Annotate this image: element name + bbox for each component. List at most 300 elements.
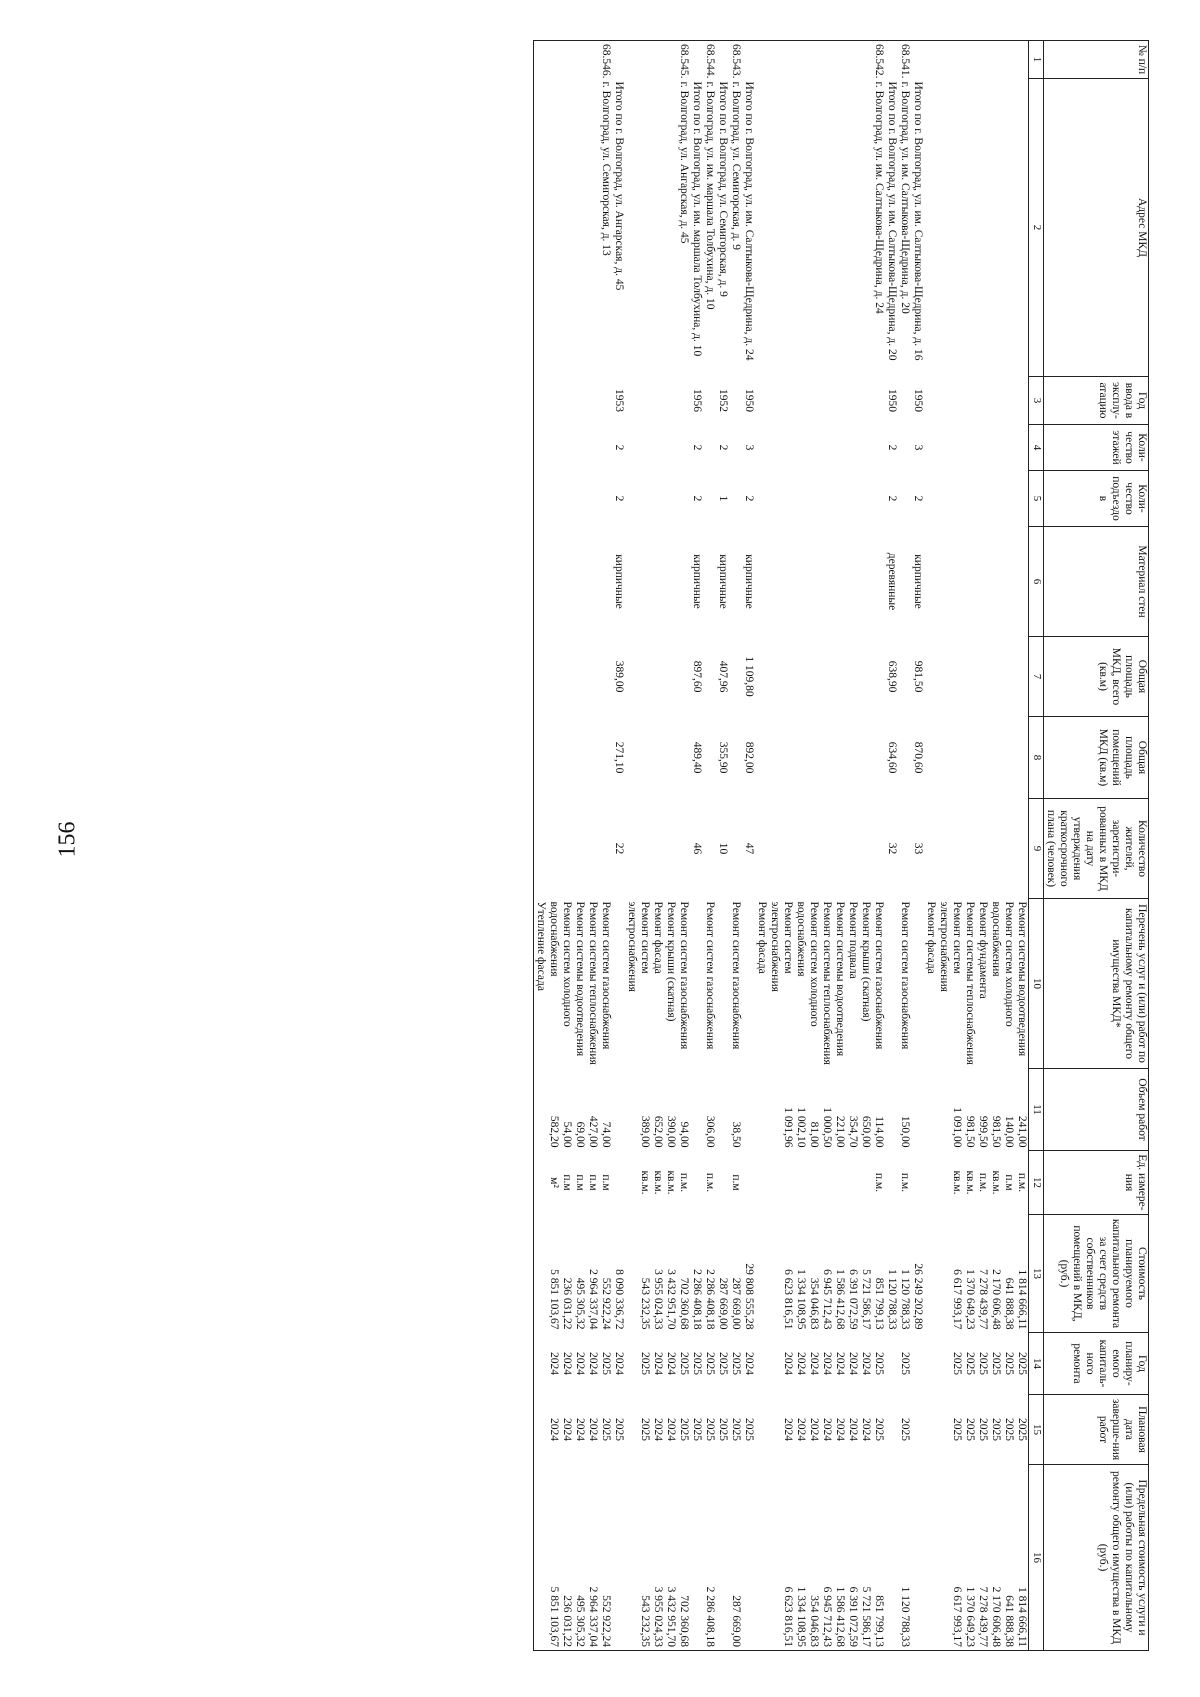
column-number-3: 3	[1029, 377, 1044, 425]
cell-addr: г. Волгоград, ул. им. маршала Толбухина, д. 10	[704, 81, 716, 310]
cell-works	[924, 899, 1029, 1069]
cell-unit	[898, 1151, 911, 1215]
cell-limit	[755, 1465, 885, 1651]
cell-volume	[924, 1069, 1029, 1151]
cell-walls: кирпичные	[613, 554, 625, 609]
table-row	[755, 41, 885, 1651]
cell-unit	[534, 1151, 613, 1215]
cell-done	[729, 1395, 742, 1465]
cell-works-line: Ремонт фасада	[925, 901, 937, 974]
cell-area_prem: 489,40	[691, 741, 703, 774]
cell-unit-line	[781, 1154, 794, 1212]
cell-unit	[703, 1151, 716, 1215]
cell-unit-line	[794, 1154, 807, 1212]
total-row	[742, 41, 755, 1651]
cell-ryear-line: 2024	[847, 1352, 859, 1375]
cell-unit-line: п.м	[600, 1174, 612, 1191]
cell-residents: 32	[886, 842, 898, 855]
cell-done-line: 2025	[678, 1418, 690, 1441]
cell-done	[625, 1395, 690, 1465]
cell-num	[885, 41, 898, 79]
page-number: 156	[54, 821, 81, 858]
column-number-12: 12	[1029, 1151, 1044, 1215]
cell-area_prem	[625, 717, 690, 799]
column-number-1: 1	[1029, 41, 1044, 79]
cell-works	[716, 899, 729, 1069]
cell-works	[742, 899, 755, 1069]
cell-residents	[703, 799, 716, 899]
cell-floors: 3	[912, 444, 924, 451]
cell-area_prem	[924, 717, 1029, 799]
cell-works-line: Ремонт системы теплоснабжения	[964, 901, 976, 1065]
cell-cost	[690, 1215, 703, 1333]
cell-ryear	[742, 1333, 755, 1395]
cell-unit-line: кв.м.	[652, 1170, 664, 1195]
column-number-9: 9	[1029, 799, 1044, 899]
cell-works-line: Ремонт систем электроснабжения	[626, 901, 651, 992]
column-number-13: 13	[1029, 1215, 1044, 1333]
cell-volume-line: 114,00	[873, 1116, 885, 1148]
cell-unit-line: п.м	[730, 1174, 742, 1191]
table-row	[625, 41, 690, 1651]
table-row	[729, 41, 742, 1651]
cell-area_prem	[898, 717, 911, 799]
cell-addr: Итого по г. Волгоград, ул. Ангарская, д. 45	[613, 81, 625, 291]
cell-ryear	[885, 1333, 898, 1395]
cell-addr: Итого по г. Волгоград, ул. им. Салтыкова-Щедрина, д. 20	[886, 81, 898, 361]
cell-year	[729, 377, 742, 425]
cell-limit-line: 2 170 606,48	[990, 1586, 1002, 1647]
column-header-10: Перечень услуг и (или) работ по капитальному ремонту общего имущества МКД*	[1044, 899, 1149, 1069]
cell-cost-line: 851 799,13	[873, 1277, 885, 1330]
cell-ryear-line: 2024	[613, 1352, 625, 1375]
cell-ryear-line: 2025	[1016, 1352, 1028, 1375]
cell-done-line: 2024	[574, 1418, 586, 1441]
cell-works	[729, 899, 742, 1069]
cell-limit-line: 1 814 666,11	[1016, 1587, 1028, 1647]
column-number-16: 16	[1029, 1465, 1044, 1651]
cell-walls: кирпичные	[912, 554, 924, 609]
cell-volume-line: 1 002,10	[795, 1107, 807, 1148]
column-header-2: Адрес МКД	[1044, 79, 1149, 377]
cell-area	[755, 637, 885, 717]
cell-done-line: 2025	[743, 1418, 755, 1441]
column-header-8: Общая площадь помещений МКД (кв.м)	[1044, 717, 1149, 799]
cell-addr: Итого по г. Волгоград, ул. им. Салтыкова-Щедрина, д. 16	[912, 81, 924, 361]
cell-year	[755, 377, 885, 425]
cell-ryear-line: 2024	[782, 1352, 794, 1375]
cell-num: 68.542.	[755, 41, 885, 79]
cell-ryear	[612, 1333, 625, 1395]
column-header-9: Количество жителей, зарегистри-рованных в МКД на дату утверждения краткосрочного плана (человек)	[1044, 799, 1149, 899]
cell-volume-line: 38,50	[730, 1121, 742, 1148]
cell-cost-line: 7 278 439,77	[977, 1269, 989, 1330]
cell-floors	[924, 425, 1029, 471]
cell-unit	[885, 1151, 898, 1215]
column-number-15: 15	[1029, 1395, 1044, 1465]
cell-unit-line	[820, 1154, 833, 1212]
cell-cost-line: 3 432 951,70	[665, 1269, 677, 1330]
cell-residents	[534, 799, 613, 899]
cell-limit-line: 6 945 712,43	[821, 1586, 833, 1647]
cell-ryear-line: 2025	[977, 1352, 989, 1375]
cell-residents: 47	[743, 842, 755, 855]
cell-floors	[729, 425, 742, 471]
cell-works-line: Ремонт систем холодного водоснабжения	[990, 901, 1015, 1027]
cell-done-line: 2025	[1016, 1418, 1028, 1441]
cell-works-line: Ремонт систем газоснабжения	[899, 901, 911, 1050]
cell-ryear	[625, 1333, 690, 1395]
cell-limit	[690, 1465, 703, 1651]
cell-ryear-line: 2024	[587, 1352, 599, 1375]
total-row	[885, 41, 898, 1651]
cell-unit-line: п.м.	[977, 1172, 989, 1193]
cell-cost-line: 287 669,00	[717, 1277, 729, 1330]
cell-cost-line: 1 586 412,68	[834, 1269, 846, 1330]
cell-volume-line: 354,70	[847, 1115, 859, 1148]
cell-done	[716, 1395, 729, 1465]
column-number-2: 2	[1029, 79, 1044, 377]
cell-works-line: Ремонт крыши (скатная)	[860, 901, 872, 1022]
cell-addr: Итого по г. Волгоград, ул. им. Салтыкова-Щедрина, д. 24	[743, 81, 755, 361]
cell-works-line: Ремонт систем газоснабжения	[600, 901, 612, 1050]
cell-num	[924, 41, 1029, 79]
cell-walls	[625, 527, 690, 637]
cell-unit-line	[859, 1154, 872, 1212]
cell-num	[612, 41, 625, 79]
cell-cost-line: 6 391 072,59	[847, 1269, 859, 1330]
cell-ryear-line: 2025	[600, 1352, 612, 1375]
cell-works-line: Ремонт подвала	[847, 901, 859, 979]
cell-done-line: 2025	[600, 1418, 612, 1441]
cell-ryear-line: 2024	[834, 1352, 846, 1375]
cell-area_prem	[755, 717, 885, 799]
cell-walls: деревянные	[886, 552, 898, 611]
cell-cost-line: 641 888,38	[1003, 1277, 1015, 1330]
cell-works	[898, 899, 911, 1069]
cell-entr	[898, 471, 911, 527]
cell-floors	[625, 425, 690, 471]
cell-done-line: 2025	[717, 1418, 729, 1441]
cell-unit	[625, 1151, 690, 1215]
cell-volume	[885, 1069, 898, 1151]
cell-addr: Итого по г. Волгоград, ул. Семигорская, д. 9	[717, 81, 729, 297]
cell-cost-line: 2 170 606,48	[990, 1269, 1002, 1330]
cell-unit-line: п.м.	[1016, 1172, 1028, 1193]
cell-limit-line: 5 721 586,17	[860, 1586, 872, 1647]
cell-done-line: 2024	[860, 1418, 872, 1441]
cell-ryear-line: 2025	[704, 1352, 716, 1375]
cell-unit	[911, 1151, 924, 1215]
cell-unit	[924, 1151, 1029, 1215]
cell-ryear-line: 2024	[821, 1352, 833, 1375]
cell-done-line: 2025	[951, 1418, 963, 1441]
cell-works-line: Ремонт систем газоснабжения	[704, 901, 716, 1050]
cell-volume	[729, 1069, 742, 1151]
cell-limit-line: 3 432 951,70	[665, 1586, 677, 1647]
cell-year: 1950	[912, 389, 924, 412]
cell-done	[534, 1395, 613, 1465]
cell-area	[924, 637, 1029, 717]
cell-area_prem: 271,10	[613, 741, 625, 774]
cell-floors	[898, 425, 911, 471]
cell-num	[690, 41, 703, 79]
cell-walls	[898, 527, 911, 637]
cell-limit	[898, 1465, 911, 1651]
column-number-6: 6	[1029, 527, 1044, 637]
cell-unit-line: п.м	[574, 1174, 586, 1191]
total-row	[690, 41, 703, 1651]
cell-works-line: Утепление фасада	[535, 901, 547, 991]
cell-ryear-line: 2024	[860, 1352, 872, 1375]
column-header-1: № п/п	[1044, 41, 1149, 79]
cell-done-line: 2024	[665, 1418, 677, 1441]
cell-floors: 2	[613, 444, 625, 451]
cell-cost	[885, 1215, 898, 1333]
cell-works-line: Ремонт систем газоснабжения	[678, 901, 690, 1050]
cell-year	[534, 377, 613, 425]
cell-works-line: Ремонт систем электроснабжения	[938, 901, 963, 992]
cell-done-line: 2025	[899, 1418, 911, 1441]
cell-num	[742, 41, 755, 79]
cell-volume	[534, 1069, 613, 1151]
cell-done-line: 2024	[587, 1418, 599, 1441]
cell-done-line: 2024	[561, 1418, 573, 1441]
cell-limit	[924, 1465, 1029, 1651]
cell-done-line: 2025	[873, 1418, 885, 1441]
cell-done	[924, 1395, 1029, 1465]
cell-ryear-line: 2024	[561, 1352, 573, 1375]
cell-floors	[755, 425, 885, 471]
cell-volume-line: 150,00	[899, 1115, 911, 1148]
cell-unit	[690, 1151, 703, 1215]
cell-cost-line: 287 669,00	[730, 1277, 742, 1330]
cell-unit-line	[807, 1154, 820, 1212]
cell-limit-line: 495 305,32	[574, 1595, 586, 1647]
cell-area: 1 109,80	[743, 656, 755, 697]
cell-residents	[755, 799, 885, 899]
cell-volume	[612, 1069, 625, 1151]
cell-entr	[729, 471, 742, 527]
column-number-5: 5	[1029, 471, 1044, 527]
cell-volume-line: 1 091,00	[951, 1107, 963, 1148]
cell-ryear-line: 2024	[795, 1352, 807, 1375]
cell-entr: 2	[912, 495, 924, 502]
total-row	[911, 41, 924, 1651]
cell-limit-line: 702 360,68	[678, 1595, 690, 1647]
cell-done-line: 2025	[977, 1418, 989, 1441]
cell-area_prem: 355,90	[717, 741, 729, 774]
cell-cost-line: 8 090 336,72	[613, 1269, 625, 1330]
cell-year: 1950	[743, 389, 755, 412]
cell-works	[755, 899, 885, 1069]
column-number-10: 10	[1029, 899, 1044, 1069]
cell-works	[911, 899, 924, 1069]
cell-cost-line: 1 814 666,11	[1016, 1269, 1028, 1330]
cell-works-line: Ремонт фасада	[756, 901, 768, 974]
cell-cost-line: 236 031,22	[561, 1277, 573, 1330]
cell-addr: Итого по г. Волгоград, ул. им. маршала Толбухина, д. 10	[691, 81, 703, 357]
cell-addr: г. Волгоград, ул. Ангарская, д. 45	[678, 81, 690, 244]
cell-residents	[924, 799, 1029, 899]
cell-addr: г. Волгоград, ул. им. Салтыкова-Щедрина, д. 20	[899, 81, 911, 314]
column-header-7: Общая площадь МКД, всего (кв.м)	[1044, 637, 1149, 717]
cell-cost	[625, 1215, 690, 1333]
rotated-table-container	[80, 40, 1149, 1650]
cell-area	[703, 637, 716, 717]
cell-entr: 2	[743, 495, 755, 502]
cell-residents	[898, 799, 911, 899]
cell-unit-line: п.м	[561, 1174, 573, 1191]
cell-ryear-line: 2025	[873, 1352, 885, 1375]
cell-done	[612, 1395, 625, 1465]
cell-addr: г. Волгоград, ул. Семигорская, д. 9	[730, 81, 742, 251]
cell-ryear-line: 2025	[717, 1352, 729, 1375]
cell-done	[703, 1395, 716, 1465]
cell-year	[924, 377, 1029, 425]
cell-cost-line: 2 286 408,18	[704, 1269, 716, 1330]
cell-floors	[534, 425, 613, 471]
cell-ryear	[755, 1333, 885, 1395]
cell-limit-line: 2 964 337,04	[587, 1586, 599, 1647]
cell-area	[625, 637, 690, 717]
cell-ryear-line: 2025	[1003, 1352, 1015, 1375]
cell-year	[898, 377, 911, 425]
table-row	[703, 41, 716, 1651]
cell-year: 1953	[613, 389, 625, 412]
column-header-4: Коли-чество этажей	[1044, 425, 1149, 471]
cell-num: 68.545.	[625, 41, 690, 79]
cell-works-line: Ремонт систем холодного водоснабжения	[795, 901, 820, 1027]
cell-ryear	[911, 1333, 924, 1395]
cell-year	[625, 377, 690, 425]
cell-ryear-line: 2025	[678, 1352, 690, 1375]
cell-area: 981,50	[912, 660, 924, 693]
cell-ryear-line: 2025	[990, 1352, 1002, 1375]
cell-limit-line: 7 278 439,77	[977, 1586, 989, 1647]
cell-cost-line: 6 617 993,17	[951, 1269, 963, 1330]
column-header-16: Предельная стоимость услуги и (или) работы по капитальному ремонту общего имущества в МКД (руб.)	[1044, 1465, 1149, 1651]
column-number-8: 8	[1029, 717, 1044, 799]
cell-area_prem: 634,60	[886, 741, 898, 774]
cell-works	[534, 899, 613, 1069]
cell-entr	[703, 471, 716, 527]
cell-done-line: 2025	[613, 1418, 625, 1441]
cell-works-line: Ремонт фасада	[652, 901, 664, 974]
column-number-4: 4	[1029, 425, 1044, 471]
cell-works-line: Ремонт систем электроснабжения	[769, 901, 794, 992]
cell-limit	[716, 1465, 729, 1651]
cell-done	[755, 1395, 885, 1465]
cell-ryear	[690, 1333, 703, 1395]
cell-limit-line: 2 286 408,18	[704, 1586, 716, 1647]
cell-volume-line: 999,50	[977, 1115, 989, 1148]
cell-unit	[755, 1151, 885, 1215]
cell-cost	[924, 1215, 1029, 1333]
cell-entr	[755, 471, 885, 527]
cell-limit-line: 236 031,22	[561, 1595, 573, 1647]
cell-limit-line: 5 851 103,67	[548, 1586, 560, 1647]
cell-volume-line: 582,20	[548, 1115, 560, 1148]
cell-cost-line: 5 721 586,17	[860, 1269, 872, 1330]
cell-addr: г. Волгоград, ул. им. Салтыкова-Щедрина, д. 24	[873, 81, 885, 314]
column-number-11: 11	[1029, 1069, 1044, 1151]
cell-done	[911, 1395, 924, 1465]
cell-year: 1956	[691, 389, 703, 412]
cell-unit-line: кв.м.	[665, 1170, 677, 1195]
cell-area_prem: 892,00	[743, 741, 755, 774]
table-body	[534, 41, 1029, 1651]
cell-volume	[703, 1069, 716, 1151]
cell-ryear	[729, 1333, 742, 1395]
cell-done-line: 2025	[964, 1418, 976, 1441]
cell-volume	[690, 1069, 703, 1151]
cell-unit-line: п.м.	[899, 1172, 911, 1193]
cell-unit	[742, 1151, 755, 1215]
column-header-15: Плановая дата заверше-ния работ	[1044, 1395, 1149, 1465]
cell-cost-line: 354 046,83	[808, 1277, 820, 1330]
cell-works-line: Ремонт фундамента	[977, 901, 989, 999]
cell-area	[898, 637, 911, 717]
total-row	[612, 41, 625, 1651]
cell-unit	[729, 1151, 742, 1215]
column-number-7: 7	[1029, 637, 1044, 717]
cell-cost	[612, 1215, 625, 1333]
cell-done-line: 2024	[782, 1418, 794, 1441]
cell-done	[690, 1395, 703, 1465]
column-header-12: Ед. измере-ния	[1044, 1151, 1149, 1215]
cell-ryear	[924, 1333, 1029, 1395]
cell-entr	[924, 471, 1029, 527]
cell-area	[534, 637, 613, 717]
cell-walls	[755, 527, 885, 637]
column-header-14: Год планиру-емого капиталь-ного ремонта	[1044, 1333, 1149, 1395]
cell-ryear	[716, 1333, 729, 1395]
cell-unit-line: м²	[548, 1177, 560, 1188]
cell-volume-line: 427,00	[587, 1115, 599, 1148]
cell-volume	[625, 1069, 690, 1151]
cell-volume-line: 1 000,50	[821, 1107, 833, 1148]
cell-limit-line: 641 888,38	[1003, 1595, 1015, 1647]
cell-area_prem	[703, 717, 716, 799]
cell-ryear-line: 2024	[665, 1352, 677, 1375]
cell-unit-line: п.м	[1003, 1174, 1015, 1191]
cell-cost	[755, 1215, 885, 1333]
cell-walls: кирпичные	[691, 554, 703, 609]
cell-limit-line: 1 370 649,23	[964, 1586, 976, 1647]
cell-cost	[729, 1215, 742, 1333]
cell-limit-line: 6 623 816,51	[782, 1586, 794, 1647]
cell-limit	[625, 1465, 690, 1651]
cell-area	[729, 637, 742, 717]
cell-unit-line: кв.м.	[990, 1170, 1002, 1195]
cell-cost-line: 5 851 103,67	[548, 1269, 560, 1330]
cell-works	[612, 899, 625, 1069]
cell-ryear	[534, 1333, 613, 1395]
cell-works-line: Ремонт системы водоотведения	[574, 901, 586, 1057]
cell-walls	[703, 527, 716, 637]
cell-unit	[612, 1151, 625, 1215]
cell-entr: 2	[613, 495, 625, 502]
cell-ryear-line: 2025	[964, 1352, 976, 1375]
cell-num: 68.541.	[898, 41, 911, 79]
cell-works	[690, 899, 703, 1069]
cell-ryear-line: 2024	[743, 1352, 755, 1375]
cell-done-line: 2024	[808, 1418, 820, 1441]
cell-cost	[534, 1215, 613, 1333]
cell-walls	[729, 527, 742, 637]
cell-volume	[911, 1069, 924, 1151]
